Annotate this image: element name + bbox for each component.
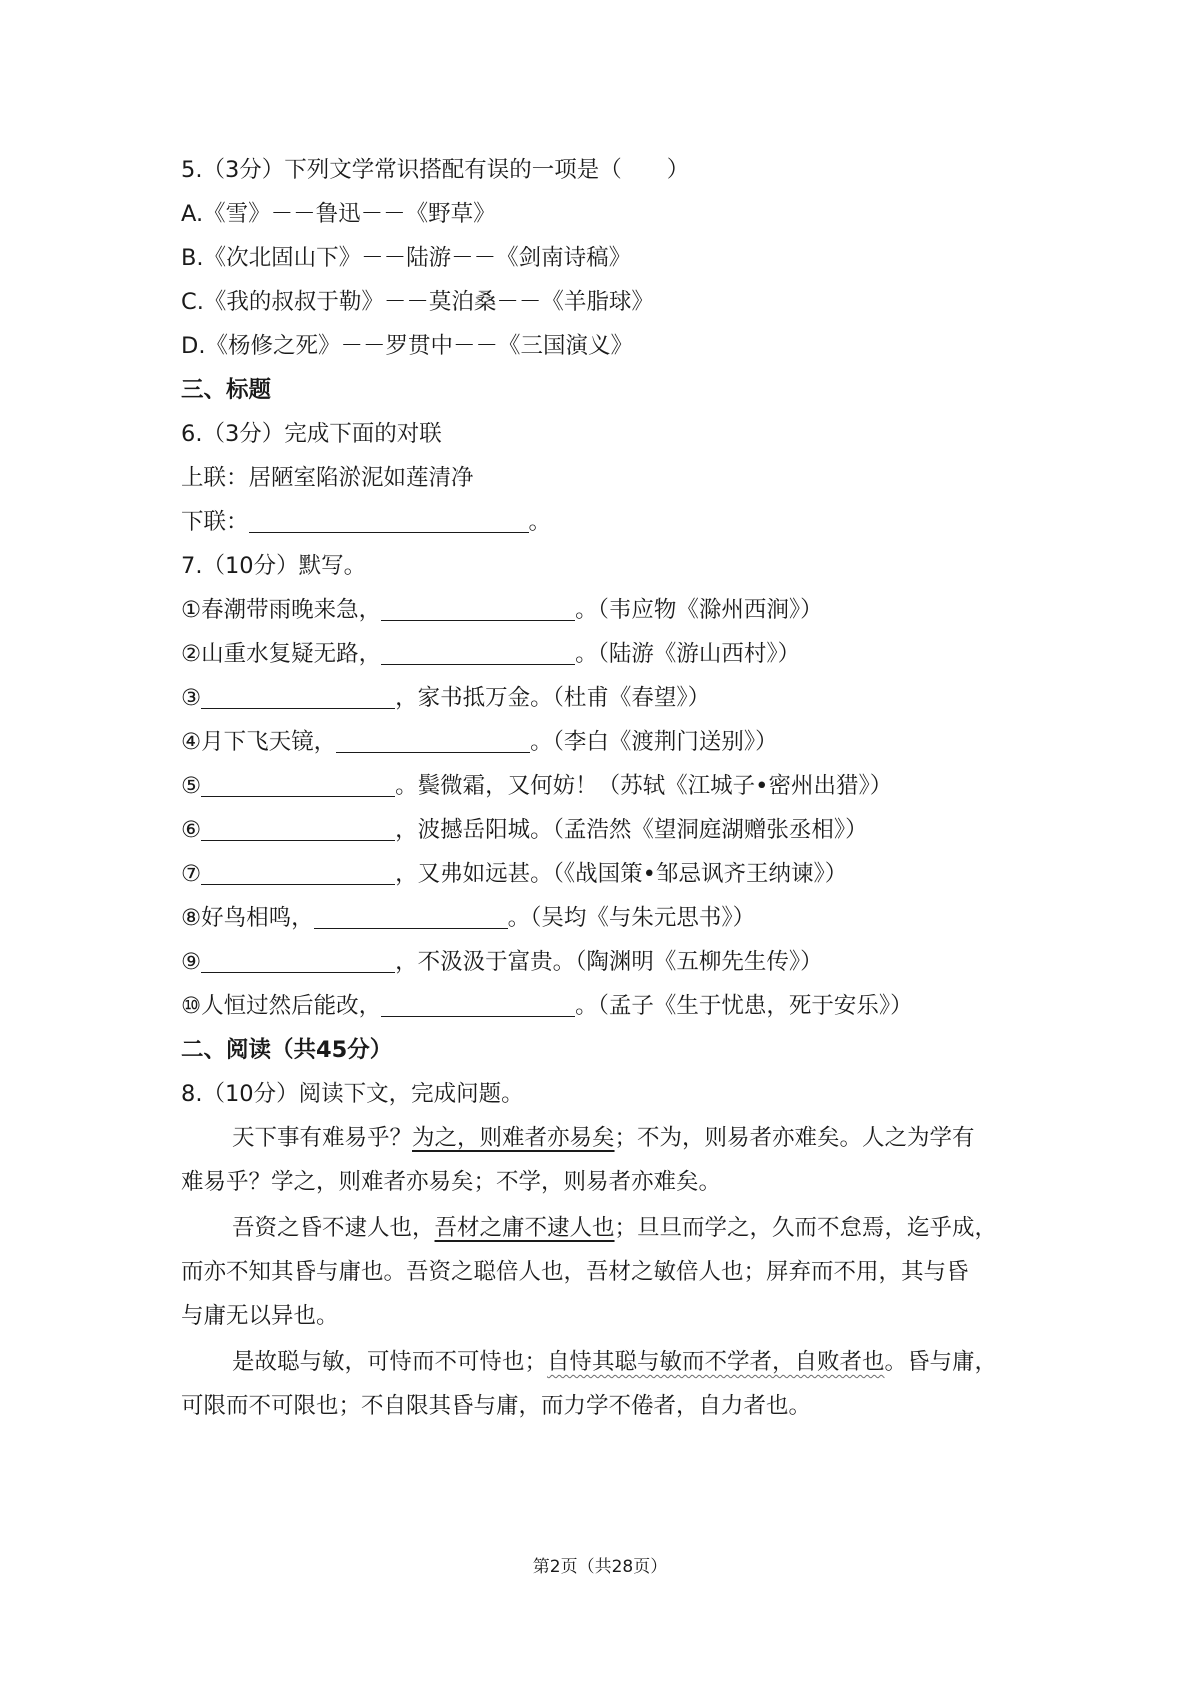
q7-item-6-prefix: ⑥	[181, 817, 202, 843]
passage-text: 。昏与庸，	[884, 1349, 998, 1375]
q7-item-9-suffix: ，不汲汲于富贵。（陶渊明《五柳先生传》）	[395, 949, 823, 975]
q7-item-10-blank[interactable]	[381, 992, 575, 1017]
q7-item-1-blank[interactable]	[381, 596, 575, 621]
q7-item-10-suffix: 。（孟子《生于忧患，死于安乐》）	[575, 993, 913, 1019]
passage-p2-line-1	[232, 1213, 997, 1243]
underlined-sentence: 吾材之庸不逮人也	[434, 1215, 615, 1241]
passage-text: 天下事有难易乎？	[232, 1125, 413, 1151]
q7-item-5-prefix: ⑤	[181, 773, 202, 799]
q7-item-6-blank[interactable]	[201, 816, 395, 841]
q7-item-9-blank[interactable]	[201, 948, 395, 973]
passage-p1-line-2: 难易乎？学之，则难者亦易矣；不学，则易者亦难矣。	[181, 1169, 722, 1195]
q7-item-5	[181, 771, 892, 801]
passage-p2-line-2: 而亦不知其昏与庸也。吾资之聪倍人也，吾材之敏倍人也；屏弃而不用，其与昏	[181, 1259, 969, 1285]
passage-p3-line-2: 可限而不可限也；不自限其昏与庸，而力学不倦者，自力者也。	[181, 1393, 812, 1419]
q6-stem: 6.（3分）完成下面的对联	[181, 421, 442, 447]
q5-option-a: A.《雪》－－鲁迅－－《野草》	[181, 201, 496, 227]
passage-text: 吾资之昏不逮人也，	[232, 1215, 435, 1241]
q7-item-2	[181, 639, 800, 669]
passage-p3-line-1	[232, 1347, 997, 1377]
q7-item-4-blank[interactable]	[336, 728, 530, 753]
passage-text: ；不为，则易者亦难矣。人之为学有	[614, 1125, 975, 1151]
q7-item-1	[181, 595, 823, 625]
q7-item-7-blank[interactable]	[201, 860, 395, 885]
q6-answer-blank[interactable]	[249, 508, 529, 533]
q7-item-4-prefix: ④月下飞天镜，	[181, 729, 337, 755]
section-heading-2: 二、阅读（共45分）	[181, 1037, 393, 1063]
q7-item-3-suffix: ，家书抵万金。（杜甫《春望》）	[395, 685, 711, 711]
passage-p1-line-1	[232, 1123, 975, 1153]
passage-text: 是故聪与敏，可恃而不可恃也；	[232, 1349, 548, 1375]
q7-item-3	[181, 683, 710, 713]
q5-option-c: C.《我的叔叔于勒》－－莫泊桑－－《羊脂球》	[181, 289, 654, 315]
section-heading-3: 三、标题	[181, 377, 272, 403]
q5-option-d: D.《杨修之死》－－罗贯中－－《三国演义》	[181, 333, 633, 359]
q7-stem: 7.（10分）默写。	[181, 553, 367, 579]
q7-item-2-prefix: ②山重水复疑无路，	[181, 641, 382, 667]
q7-item-3-blank[interactable]	[201, 684, 395, 709]
q7-item-10	[181, 991, 913, 1021]
q7-item-4-suffix: 。（李白《渡荆门送别》）	[530, 729, 778, 755]
wavy-underlined-sentence: 自恃其聪与敏而不学者，自败者也	[547, 1349, 885, 1375]
q7-item-9	[181, 947, 823, 977]
q7-item-8	[181, 903, 755, 933]
q7-item-1-suffix: 。（韦应物《滁州西涧》）	[575, 597, 823, 623]
q7-item-7-suffix: ，又弗如远甚。（《战国策•邹忌讽齐王纳谏》）	[395, 861, 848, 887]
q6-lower-label: 下联：	[181, 509, 249, 535]
q6-lower-end: 。	[528, 509, 552, 535]
q7-item-10-prefix: ⑩人恒过然后能改，	[181, 993, 382, 1019]
q6-upper-couplet: 上联：居陋室陷淤泥如莲清净	[181, 465, 474, 491]
q8-stem: 8.（10分）阅读下文，完成问题。	[181, 1081, 524, 1107]
q7-item-3-prefix: ③	[181, 685, 202, 711]
page-footer: 第2页（共28页）	[532, 1557, 668, 1577]
q7-item-8-suffix: 。（吴均《与朱元思书》）	[507, 905, 756, 931]
q7-item-5-suffix: 。鬓微霜，又何妨！（苏轼《江城子•密州出猎》）	[395, 773, 893, 799]
q5-option-b: B.《次北固山下》－－陆游－－《剑南诗稿》	[181, 245, 632, 271]
q7-item-7	[181, 859, 847, 889]
q7-item-5-blank[interactable]	[201, 772, 395, 797]
passage-p2-line-3: 与庸无以异也。	[181, 1303, 339, 1329]
q7-item-9-prefix: ⑨	[181, 949, 202, 975]
underlined-sentence: 为之，则难者亦易矣	[412, 1125, 615, 1151]
q7-item-2-suffix: 。（陆游《游山西村》）	[575, 641, 801, 667]
q5-stem: 5.（3分）下列文学常识搭配有误的一项是（ ）	[181, 157, 690, 183]
q7-item-2-blank[interactable]	[381, 640, 575, 665]
q7-item-8-prefix: ⑧好鸟相鸣，	[181, 905, 314, 931]
q7-item-8-blank[interactable]	[314, 904, 508, 929]
q7-item-6	[181, 815, 868, 845]
q7-item-7-prefix: ⑦	[181, 861, 202, 887]
passage-text: ；旦旦而学之，久而不怠焉，迄乎成，	[614, 1215, 998, 1241]
q7-item-6-suffix: ，波撼岳阳城。（孟浩然《望洞庭湖赠张丞相》）	[395, 817, 868, 843]
q7-item-4	[181, 727, 778, 757]
q6-lower-couplet	[181, 507, 551, 537]
q7-item-1-prefix: ①春潮带雨晚来急，	[181, 597, 382, 623]
